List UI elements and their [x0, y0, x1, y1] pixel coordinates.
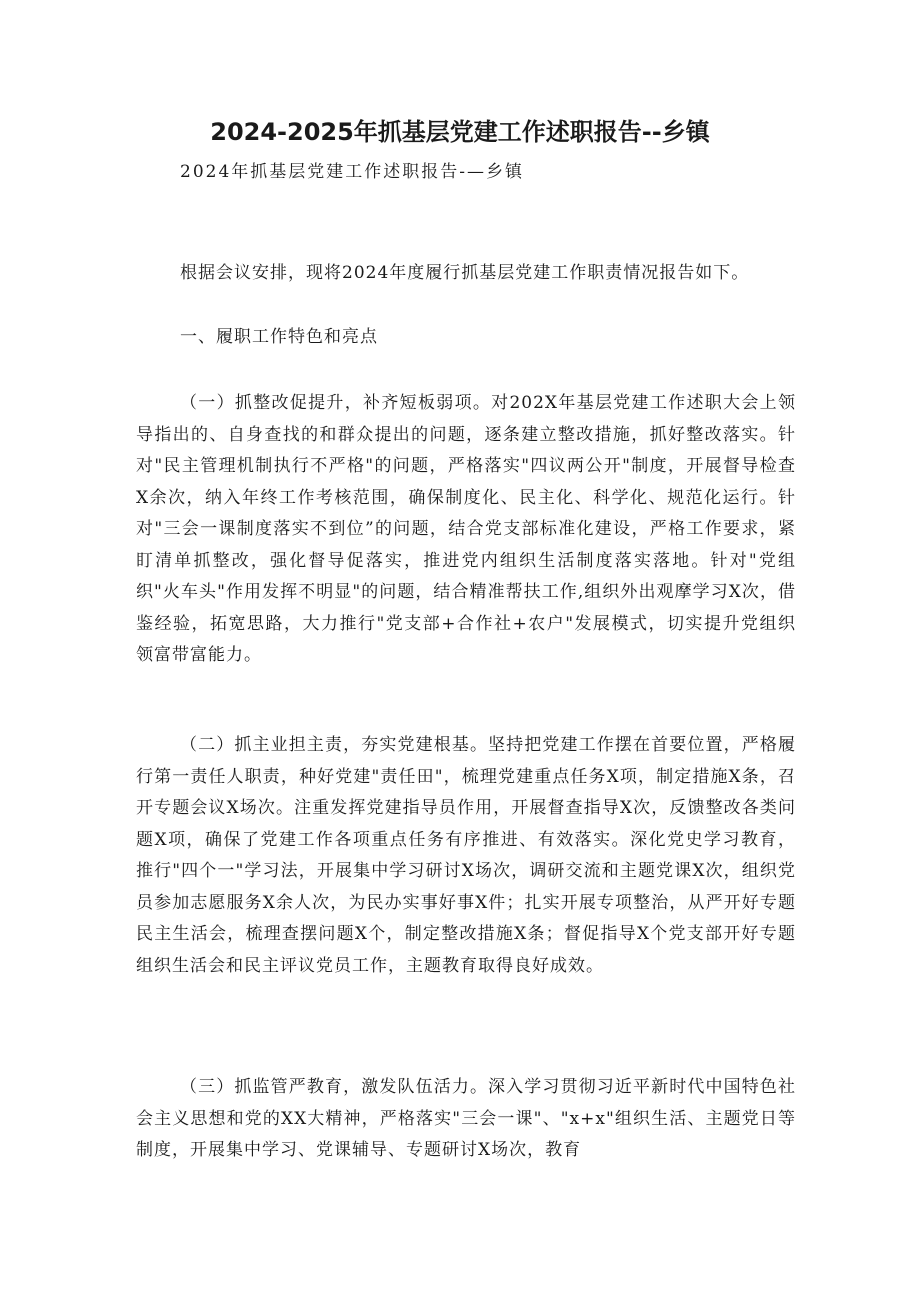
document-title: 2024-2025年抓基层党建工作述职报告--乡镇 [210, 118, 710, 146]
body-paragraph-2: （二）抓主业担主责，夯实党建根基。坚持把党建工作摆在首要位置，严格履行第一责任人职责，种好党建"责任田"，梳理党建重点任务X项，制定措施X条，召开专题会议X场次。注重发挥党建指导员作用，开展督查指导X次，反馈整改各类问题X项，确保了党建工作各项重点任务有序推进、有效落实。深化党史学习教育，推行"四个一"学习法，开展集中学习研讨X场次，调研交流和主题党课X次，组织党员参加志愿服务X余人次，为民办实事好事X件；扎实开展专项整治，从严开好专题民主生活会，梳理查摆问题X个，制定整改措施X条；督促指导X个党支部开好专题组织生活会和民主评议党员工作，主题教育取得良好成效。 [136, 735, 796, 976]
body-paragraph-1: （一）抓整改促提升，补齐短板弱项。对202X年基层党建工作述职大会上领导指出的、自身查找的和群众提出的问题，逐条建立整改措施，抓好整改落实。针对"民主管理机制执行不严格"的问题，严格落实"四议两公开"制度，开展督导检查X余次，纳入年终工作考核范围，确保制度化、民主化、科学化、规范化运行。针对"三会一课制度落实不到位”的问题，结合党支部标准化建设，严格工作要求，紧盯清单抓整改，强化督导促落实，推进党内组织生活制度落实落地。针对"党组织"火车头"作用发挥不明显"的问题，结合精准帮扶工作,组织外出观摩学习X次，借鉴经验，拓宽思路，大力推行"党支部+合作社+农户"发展模式，切实提升党组织领富带富能力。 [136, 393, 796, 665]
section-heading: 一、履职工作特色和亮点 [180, 327, 378, 347]
body-paragraph-3: （三）抓监管严教育，激发队伍活力。深入学习贯彻习近平新时代中国特色社会主义思想和党的XX大精神，严格落实"三会一课"、"x+x"组织生活、主题党日等制度，开展集中学习、党课辅导、专题研讨X场次，教育 [136, 1077, 796, 1160]
intro-paragraph: 根据会议安排，现将2024年度履行抓基层党建工作职责情况报告如下。 [180, 263, 750, 283]
document-subtitle: 2024年抓基层党建工作述职报告-—乡镇 [180, 162, 525, 182]
